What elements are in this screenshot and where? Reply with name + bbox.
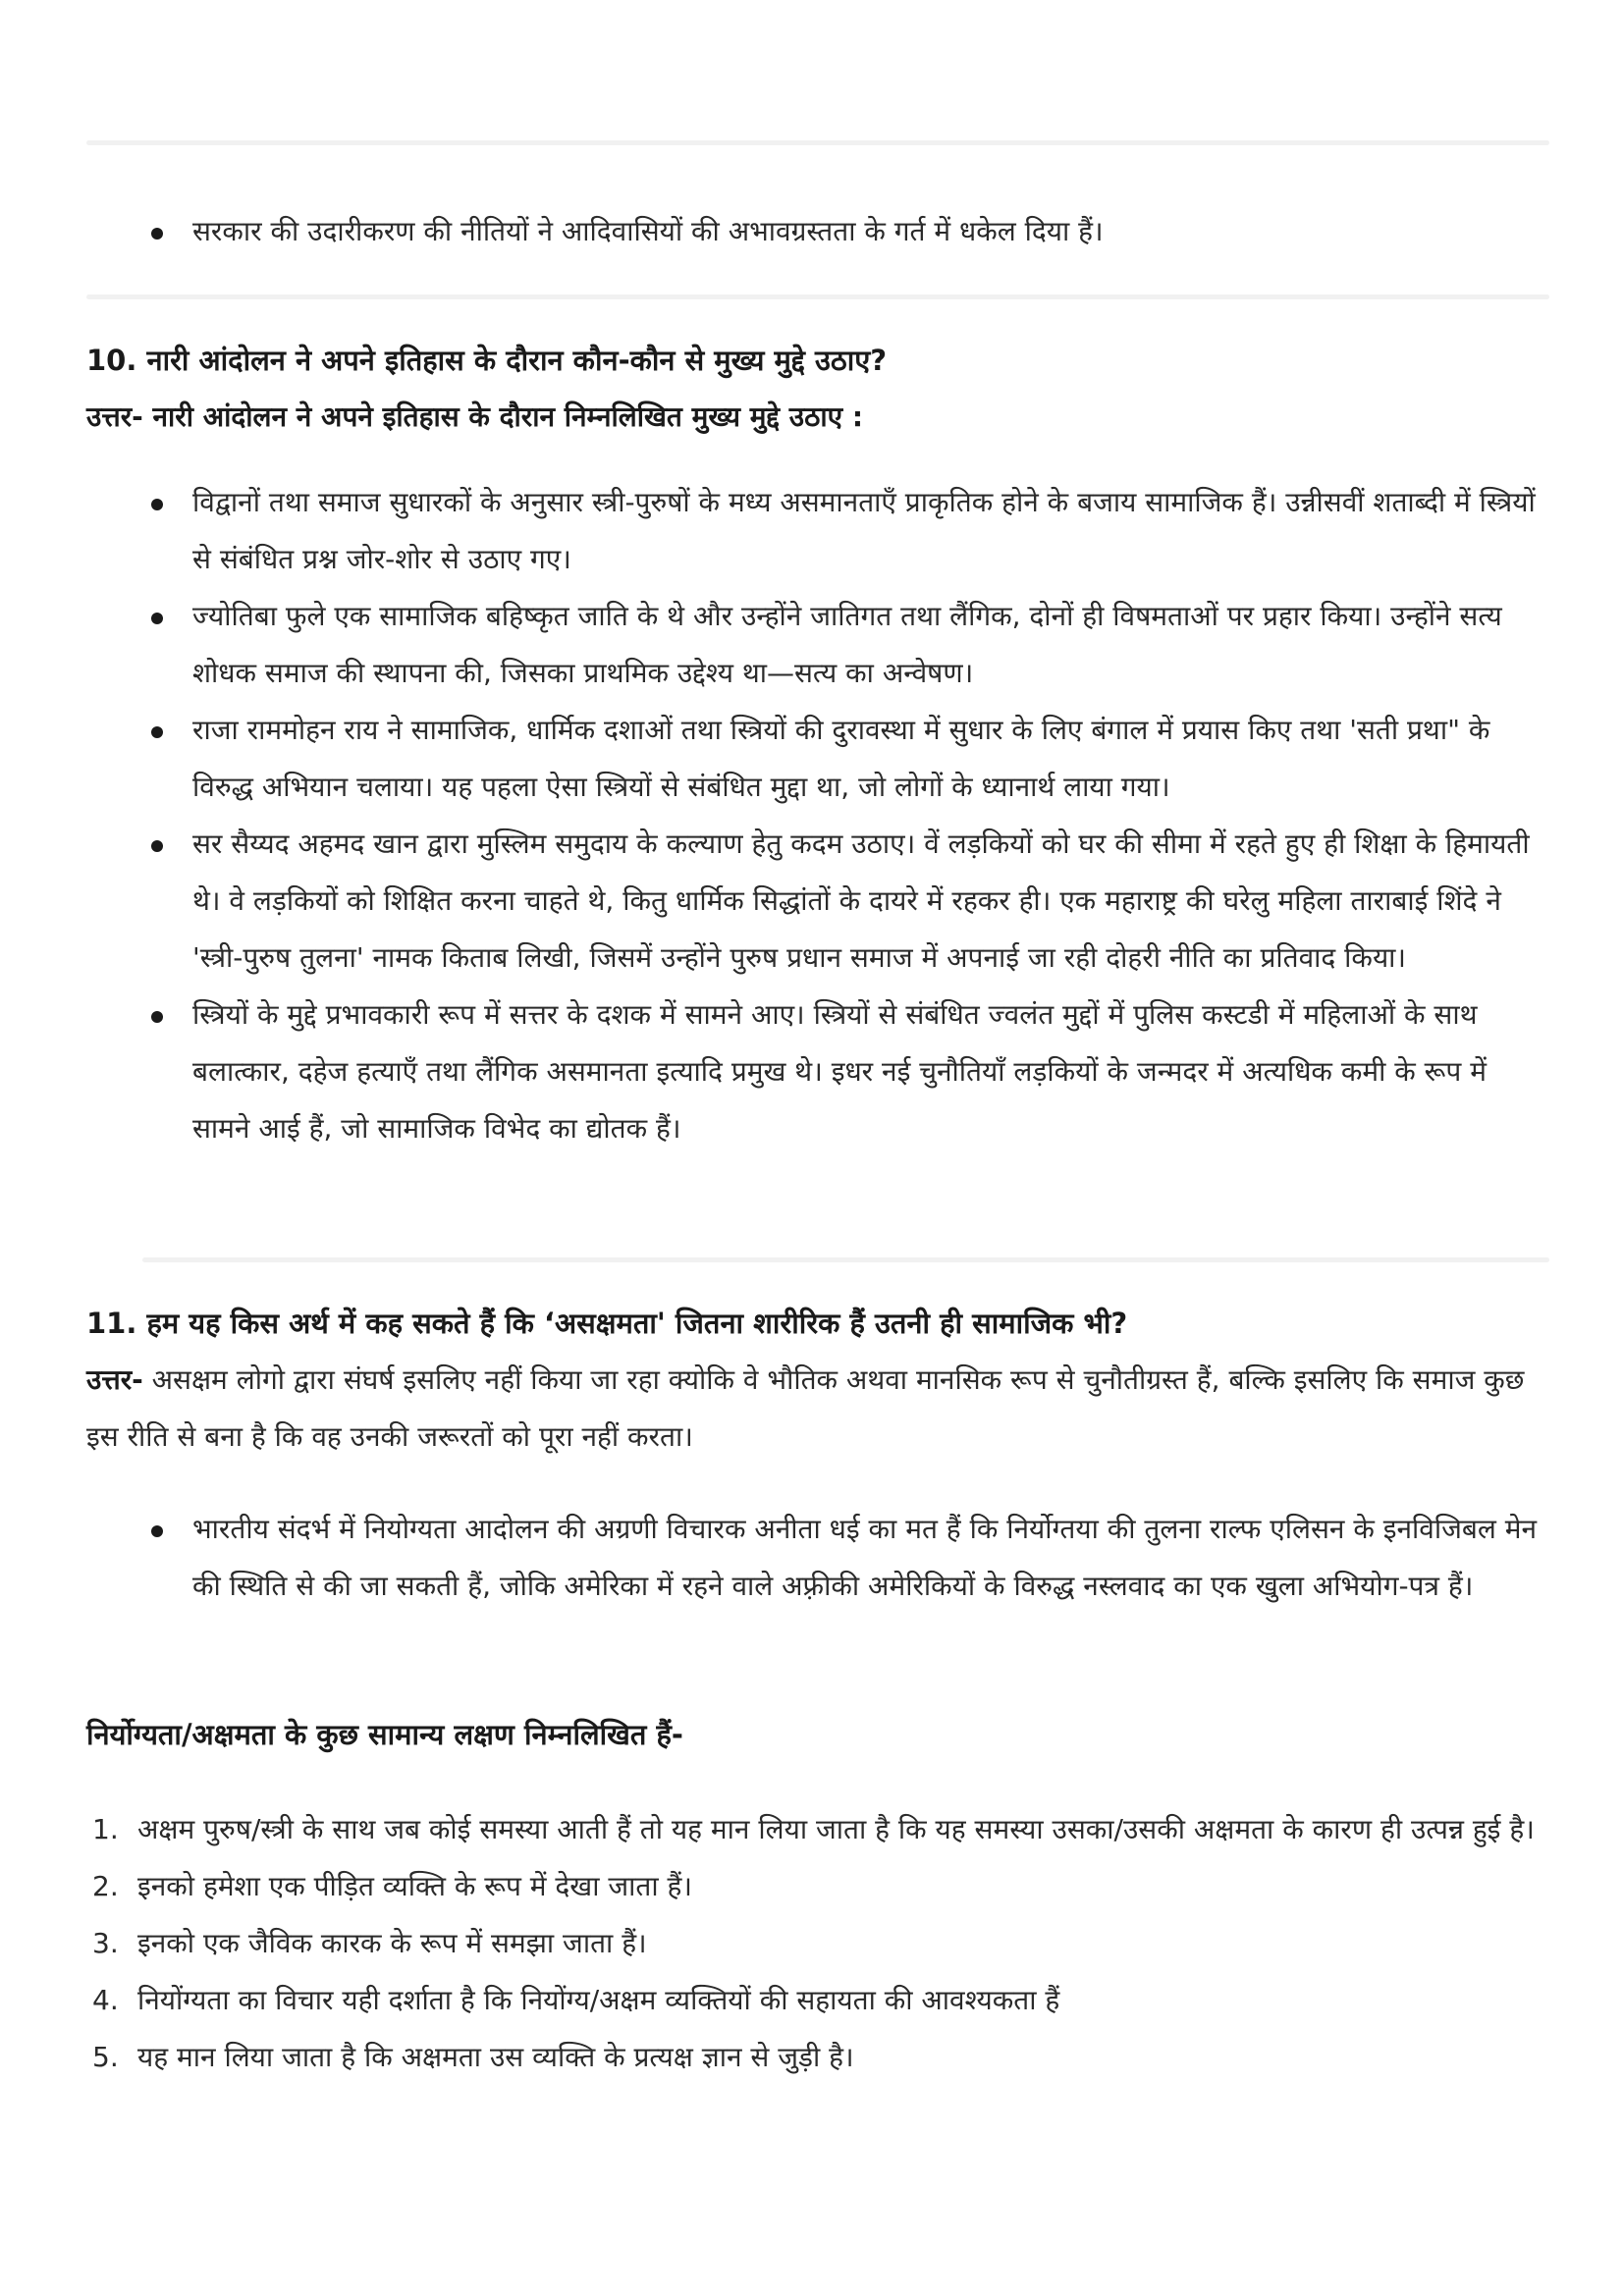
list-item: विद्वानों तथा समाज सुधारकों के अनुसार स्त्री-पुरुषों के मध्य असमानताएँ प्राकृतिक होने के बजाय सामाजिक हैं। उन्नीसवीं शताब्दी में स्त्रियों से संबंधित प्रश्न जोर-शोर से उठाए गए।: [147, 474, 1542, 588]
list-item: [86, 1972, 1549, 2029]
answer-text: असक्षम लोगो द्वारा संघर्ष इसलिए नहीं किया जा रहा क्योकि वे भौतिक अथवा मानसिक रूप से चुनौतीग्रस्त हैं, बल्कि इसलिए कि समाज कुछ इस रीति से बना है कि वह उनकी जरूरतों को पूरा नहीं करता।: [86, 1363, 1525, 1453]
question-10-answer: उत्तर- नारी आंदोलन ने अपने इतिहास के दौरान निम्नलिखित मुख्य मुद्दे उठाए :: [86, 400, 864, 433]
section-divider: [86, 294, 1549, 299]
question-11-title: 11. हम यह किस अर्थ में कह सकते हैं कि ‘असक्षमता' जितना शारीरिक हैं उतनी ही सामाजिक भी?: [86, 1307, 1128, 1340]
top-divider: [86, 140, 1549, 145]
list-item: ज्योतिबा फुले एक सामाजिक बहिष्कृत जाति के थे और उन्होंने जातिगत तथा लैंगिक, दोनों ही विषमताओं पर प्रहार किया। उन्होंने सत्य शोधक समाज की स्थापना की, जिसका प्राथमिक उद्देश्य था—सत्य का अन्वेषण।: [147, 588, 1542, 702]
list-number: 4.: [92, 1984, 119, 2016]
question-11-block: [86, 1295, 1549, 1466]
list-number: 2.: [92, 1870, 119, 1902]
features-numbered-list: [86, 1801, 1549, 2086]
section-divider: [142, 1257, 1549, 1262]
list-text: नियोंग्यता का विचार यही दर्शाता है कि नियोंग्य/अक्षम व्यक्तियों की सहायता की आवश्यकता हैं: [137, 1984, 1060, 2016]
list-item: राजा राममोहन राय ने सामाजिक, धार्मिक दशाओं तथा स्त्रियों की दुरावस्था में सुधार के लिए बंगाल में प्रयास किए तथा 'सती प्रथा" के विरुद्ध अभियान चलाया। यह पहला ऐसा स्त्रियों से संबंधित मुद्दा था, जो लोगों के ध्यानार्थ लाया गया।: [147, 702, 1542, 816]
question-10-title: 10. नारी आंदोलन ने अपने इतिहास के दौरान कौन-कौन से मुख्य मुद्दे उठाए?: [86, 344, 888, 377]
list-item: [86, 1801, 1549, 1858]
list-text: यह मान लिया जाता है कि अक्षमता उस व्यक्ति के प्रत्यक्ष ज्ञान से जुड़ी है।: [137, 2041, 854, 2073]
question-10-bullet-list: [147, 474, 1542, 1157]
list-item: भारतीय संदर्भ में नियोग्यता आदोलन की अग्रणी विचारक अनीता धई का मत हैं कि निर्योग्तया की तुलना राल्फ एलिसन के इनविजिबल मेन की स्थिति से की जा सकती हैं, जोकि अमेरिका में रहने वाले अफ़्रीकी अमेरिकियों के विरुद्ध नस्लवाद का एक खुला अभियोग-पत्र हैं।: [147, 1501, 1542, 1615]
list-item: स्त्रियों के मुद्दे प्रभावकारी रूप में सत्तर के दशक में सामने आए। स्त्रियों से संबंधित ज्वलंत मुद्दों में पुलिस कस्टडी में महिलाओं के साथ बलात्कार, दहेज हत्याएँ तथा लैंगिक असमानता इत्यादि प्रमुख थे। इधर नई चुनौतियाँ लड़कियों के जन्मदर में अत्यधिक कमी के रूप में सामने आई हैं, जो सामाजिक विभेद का द्योतक हैं।: [147, 987, 1542, 1157]
question-11-bullet-list: [147, 1501, 1542, 1615]
list-item: सर सैय्यद अहमद खान द्वारा मुस्लिम समुदाय के कल्याण हेतु कदम उठाए। वें लड़कियों को घर की सीमा में रहते हुए ही शिक्षा के हिमायती थे। वे लड़कियों को शिक्षित करना चाहते थे, कितु धार्मिक सिद्धांतों के दायरे में रहकर ही। एक महाराष्ट्र की घरेलु महिला ताराबाई शिंदे ने 'स्त्री-पुरुष तुलना' नामक किताब लिखी, जिसमें उन्होंने पुरुष प्रधान समाज में अपनाई जा रही दोहरी नीति का प्रतिवाद किया।: [147, 816, 1542, 987]
list-item: [86, 1915, 1549, 1972]
list-number: 1.: [92, 1813, 119, 1845]
list-item: [86, 1858, 1549, 1915]
list-text: इनको एक जैविक कारक के रूप में समझा जाता हैं।: [137, 1927, 647, 1959]
answer-label: उत्तर-: [86, 1363, 143, 1396]
list-item: सरकार की उदारीकरण की नीतियों ने आदिवासियों की अभावग्रस्तता के गर्त में धकेल दिया हैं।: [147, 203, 1542, 260]
features-heading: निर्योग्यता/अक्षमता के कुछ सामान्य लक्षण निम्नलिखित हैं-: [86, 1718, 683, 1751]
list-number: 3.: [92, 1927, 119, 1959]
question-11-answer: [86, 1352, 1549, 1466]
question-10-block: [86, 332, 1549, 446]
list-text: अक्षम पुरुष/स्त्री के साथ जब कोई समस्या आती हैं तो यह मान लिया जाता है कि यह समस्या उसका/उसकी अक्षमता के कारण ही उत्पन्न हुई है।: [137, 1813, 1535, 1845]
list-text: इनको हमेशा एक पीड़ित व्यक्ति के रूप में देखा जाता हैं।: [137, 1870, 692, 1902]
list-number: 5.: [92, 2041, 119, 2073]
intro-bullet-list: [147, 203, 1542, 260]
list-item: [86, 2029, 1549, 2086]
